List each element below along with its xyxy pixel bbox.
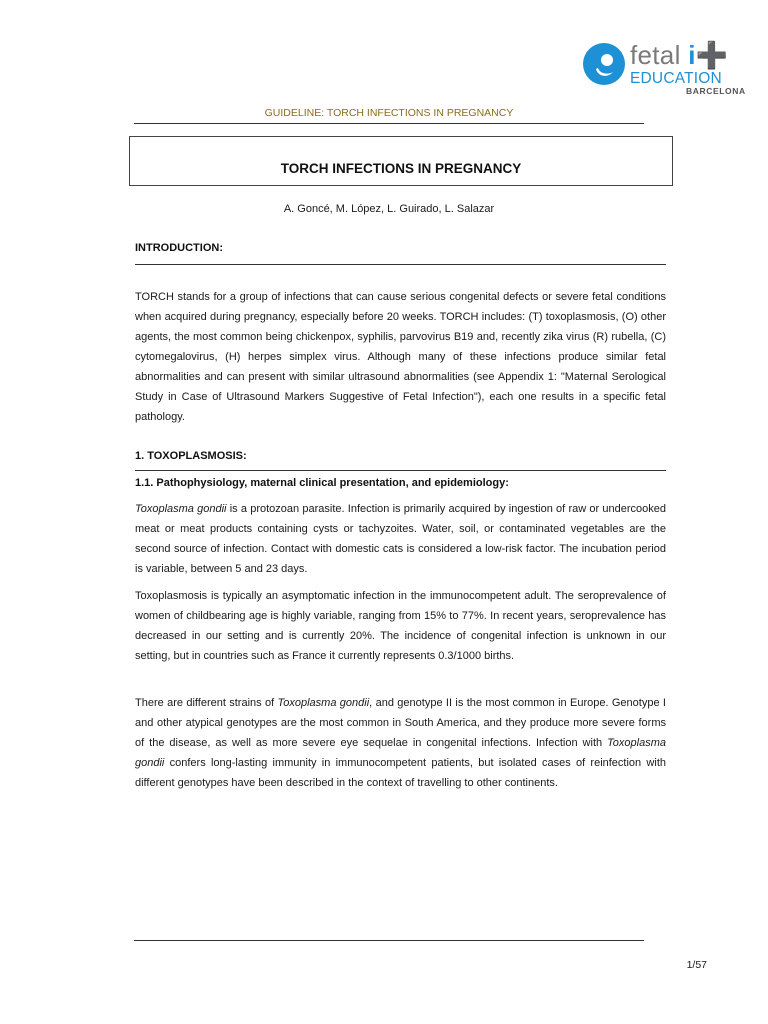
introduction-heading: INTRODUCTION: <box>135 242 223 254</box>
fetal-id-logo-icon <box>582 42 626 86</box>
introduction-paragraph: TORCH stands for a group of infections that can cause serious congenital defects or severe fetal conditions when acquired during pregnancy, especially before 20 weeks. TORCH includes: (T) toxoplasmosis, (O) other agents, the most common being chickenpox, syphilis, parvovirus B19 and, recently zika virus (R) rubella, (C) cytomegalovirus, (H) herpes simplex virus. Although many of these infections produce similar fetal abnormalities and can present with similar ultrasound abnormalities (see Appendix 1: "Maternal Serological Study in Case of Ultrasound Markers Suggestive of Fetal Infection"), each one results in a specific fetal pathology. <box>135 291 666 423</box>
running-header: GUIDELINE: TORCH INFECTIONS IN PREGNANCY <box>264 107 514 119</box>
toxoplasmosis-paragraph-1: Toxoplasma gondii is a protozoan parasite. Infection is primarily acquired by ingestion of raw or undercooked meat or meat products containing cysts or tachyzoites. Water, soil, or contaminated vegetables are the second source of infection. Contact with domestic cats is considered a low-risk factor. The incubation period is variable, between 5 and 23 days. <box>135 503 666 575</box>
toxoplasmosis-paragraph-2: Toxoplasmosis is typically an asymptomatic infection in the immunocompetent adult. The seroprevalence of women of childbearing age is highly variable, ranging from 15% to 77%. In recent years, seroprevalence has decreased in our setting and is currently 20%. The incidence of congenital infection is unknown in our setting, but in countries such as France it currently represents 0.3/1000 births. <box>135 590 666 662</box>
document-title: TORCH INFECTIONS IN PREGNANCY <box>280 161 522 176</box>
introduction-rule <box>135 264 666 265</box>
authors-line: A. Goncé, M. López, L. Guirado, L. Salazar <box>283 203 495 215</box>
title-box <box>129 136 673 186</box>
organism-name: Toxoplasma gondii <box>135 503 227 515</box>
toxoplasmosis-rule <box>135 470 666 471</box>
toxoplasmosis-paragraph-3: There are different strains of Toxoplasma gondii, and genotype II is the most common in Europe. Genotype I and other atypical genotypes are the most common in South America, and they produce more severe forms of the disease, as well as more severe eye sequelae in congenital infections. Infection with Toxoplasma gondii confers long-lasting immunity in immunocompetent patients, but isolated cases of reinfection with different genotypes have been described in the context of travelling to other continents. <box>135 697 666 789</box>
page-number: 1/57 <box>686 959 707 971</box>
toxoplasmosis-heading: 1. TOXOPLASMOSIS: <box>135 450 247 462</box>
fetal-id-education-logo <box>582 40 746 98</box>
pathophysiology-subheading: 1.1. Pathophysiology, maternal clinical presentation, and epidemiology: <box>135 477 509 489</box>
logo-barcelona-text: BARCELONA <box>686 86 746 96</box>
organism-name: Toxoplasma gondii <box>277 697 370 709</box>
footer-rule <box>134 940 644 941</box>
header-rule <box>134 123 644 124</box>
organism-name: Toxoplasma gondii <box>135 737 666 769</box>
logo-education-text: EDUCATION <box>630 70 722 87</box>
logo-brand-text: fetal i➕ <box>630 40 729 70</box>
